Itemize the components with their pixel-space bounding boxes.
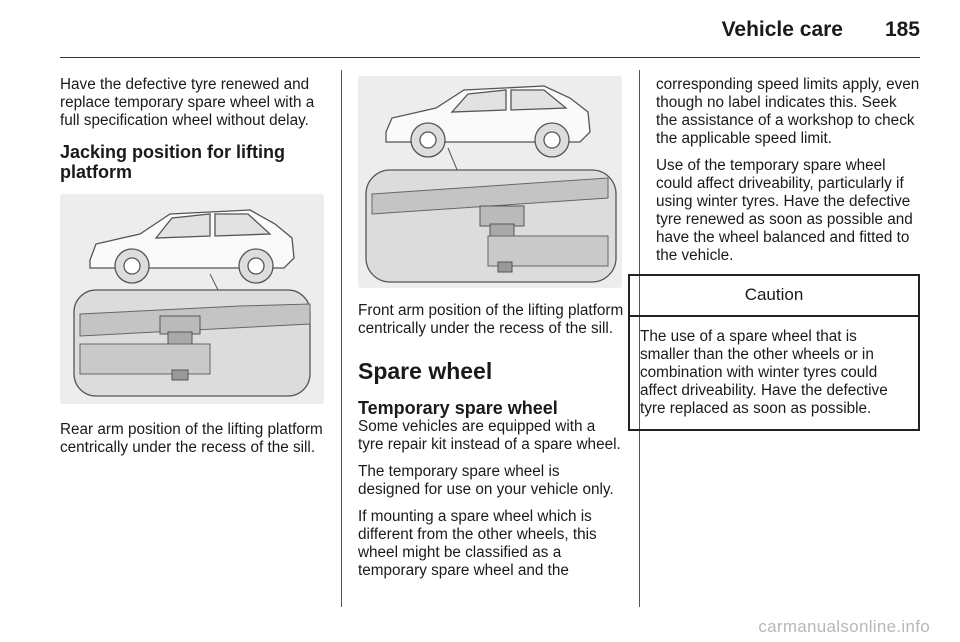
spare-wheel-paragraph-3: If mounting a spare wheel which is different from the other wheels, this wheel might be classified as a temporary spare wheel and the bbox=[358, 508, 597, 579]
section-title: Vehicle care bbox=[721, 18, 843, 41]
front-arm-caption: Front arm position of the lifting platform centrically under the recess of the sill. bbox=[358, 302, 624, 337]
header-divider bbox=[60, 57, 920, 58]
column-right bbox=[640, 76, 922, 431]
column-divider-left bbox=[341, 70, 342, 607]
rear-arm-caption: Rear arm position of the lifting platform centrically under the recess of the sill. bbox=[60, 421, 323, 456]
column-middle bbox=[358, 76, 624, 589]
caution-text: The use of a spare wheel that is smaller than the other wheels or in combination with winter tyres could affect driveability. Have the defective tyre replaced as soon as possible. bbox=[640, 328, 888, 417]
driveability-paragraph: Use of the temporary spare wheel could affect driveability, particularly if using winter tyres. Have the defective tyre renewed as soon as possible and have the wheel balanced and fitted to the vehicle. bbox=[656, 157, 913, 264]
page-number: 185 bbox=[884, 18, 920, 41]
spare-wheel-paragraph-1: Some vehicles are equipped with a tyre repair kit instead of a spare wheel. bbox=[358, 418, 621, 453]
front-arm-illustration bbox=[358, 76, 622, 288]
watermark: carmanualsonline.info bbox=[758, 617, 930, 636]
spare-wheel-paragraph-2: The temporary spare wheel is designed for use on your vehicle only. bbox=[358, 463, 614, 498]
caution-box bbox=[628, 274, 920, 431]
column-left bbox=[60, 76, 326, 466]
caution-title: Caution bbox=[630, 276, 918, 317]
rear-arm-illustration bbox=[60, 194, 324, 404]
spare-wheel-heading: Spare wheel bbox=[358, 358, 493, 384]
intro-paragraph: Have the defective tyre renewed and replace temporary spare wheel with a full specification wheel without delay. bbox=[60, 76, 315, 129]
temporary-spare-wheel-heading: Temporary spare wheel bbox=[358, 398, 558, 418]
speed-limit-paragraph: corresponding speed limits apply, even though no label indicates this. Seek the assistance of a workshop to check the applicable speed limit. bbox=[656, 76, 920, 147]
jacking-heading: Jacking position for lifting platform bbox=[60, 142, 285, 182]
